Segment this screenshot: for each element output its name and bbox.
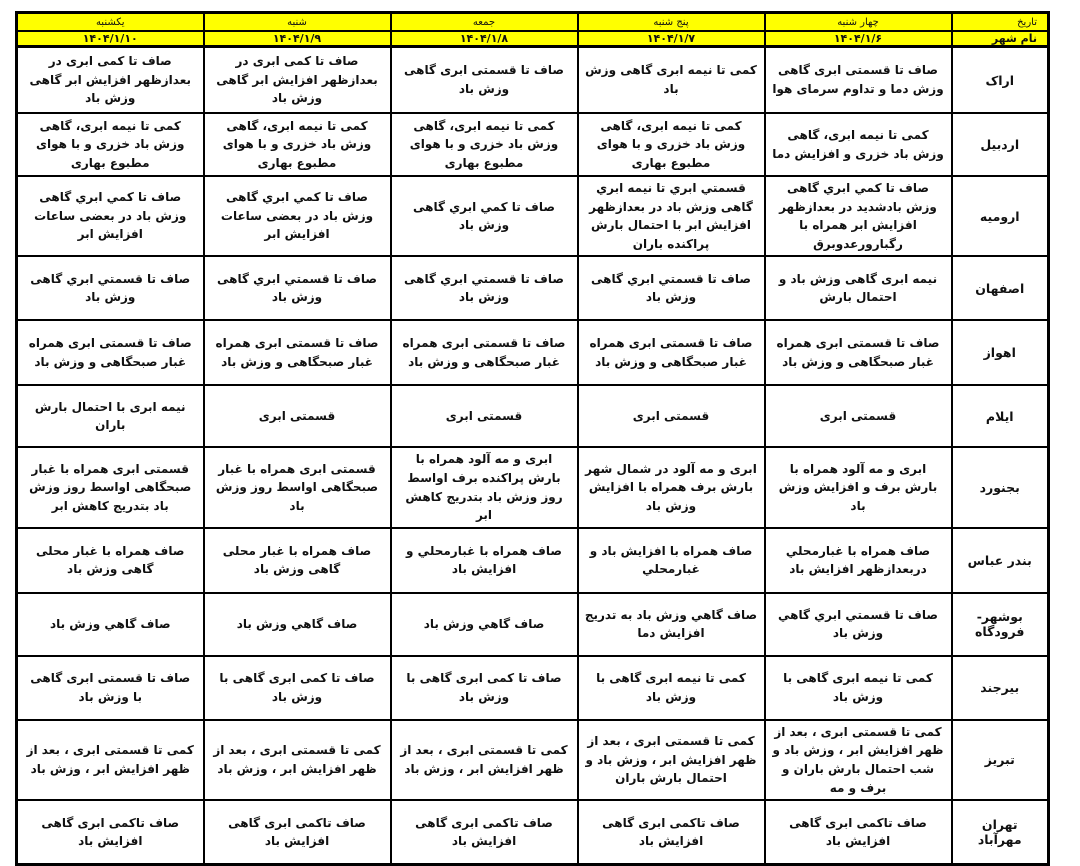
header-weekday: پنج شنبه [578,13,765,32]
forecast-cell: قسمتي ابري تا نیمه ابري گاهی وزش باد در بعدازظهر افزایش ابر با احتمال بارش پراکنده باران [578,176,765,256]
forecast-cell: صاف تا کمي ابري گاهی وزش باد در بعضی ساعات افزایش ابر [204,176,391,256]
forecast-cell: صاف همراه با غبار محلی گاهی وزش باد [17,528,204,593]
forecast-cell: صاف تا قسمتی ابری همراه غبار صبحگاهی و وزش باد [578,320,765,385]
forecast-cell: کمی تا نیمه ابری، گاهی وزش باد خزری و افزایش دما [765,113,952,176]
city-name: بیرجند [952,656,1049,720]
table-row [17,656,1049,720]
city-name: بوشهر- فرودگاه [952,593,1049,656]
forecast-cell: صاف تا کمی ابری گاهی با وزش باد [391,656,578,720]
forecast-cell: صاف تا قسمتی ابری گاهی با وزش باد [17,656,204,720]
header-weekday: چهار شنبه [765,13,952,32]
city-name: اردبیل [952,113,1049,176]
header-date: ۱۴۰۴/۱/۱۰ [17,31,204,47]
forecast-cell: صاف همراه با غبار محلی گاهی وزش باد [204,528,391,593]
table-row [17,176,1049,256]
forecast-cell: صاف همراه با غبارمحلي دربعدازظهر افزایش باد [765,528,952,593]
forecast-cell: قسمتی ابری [204,385,391,447]
table-row [17,447,1049,527]
forecast-cell: صاف تا کمی ابری در بعدازظهر افزایش ابر گاهی وزش باد [204,47,391,114]
header-corner-date-label: تاریخ [952,13,1049,32]
forecast-cell: صاف تا قسمتي ابري گاهی وزش باد [578,256,765,320]
table-row [17,256,1049,320]
forecast-cell: قسمتی ابری همراه با غبار صبحگاهی اواسط روز وزش باد بتدریج کاهش ابر [17,447,204,527]
forecast-cell: قسمتی ابری [578,385,765,447]
forecast-cell: نیمه ابری گاهی وزش باد و احتمال بارش [765,256,952,320]
forecast-cell: صاف گاهي وزش باد [17,593,204,656]
forecast-cell: صاف تا قسمتی ابری همراه غبار صبحگاهی و وزش باد [17,320,204,385]
header-row-date [17,31,1049,47]
forecast-cell: صاف تا قسمتی ابری همراه غبار صبحگاهی و وزش باد [765,320,952,385]
forecast-table [15,11,1050,866]
header-date: ۱۴۰۴/۱/۷ [578,31,765,47]
city-name: بندر عباس [952,528,1049,593]
forecast-cell: کمی تا نیمه ابری، گاهی وزش باد خزری و با هوای مطبوع بهاری [391,113,578,176]
forecast-cell: کمی تا قسمتی ابری ، بعد از ظهر افزایش ابر ، وزش باد [204,720,391,800]
forecast-cell: صاف تا قسمتي ابري گاهی وزش باد [204,256,391,320]
forecast-cell: قسمتی ابری همراه با غبار صبحگاهی اواسط روز وزش باد [204,447,391,527]
forecast-cell: صاف تاکمی ابری گاهی افزایش باد [765,800,952,865]
header-weekday: شنبه [204,13,391,32]
forecast-cell: کمی تا قسمتی ابری ، بعد از ظهر افزایش ابر ، وزش باد و شب احتمال بارش باران و برف و مه [765,720,952,800]
forecast-cell: صاف گاهي وزش باد [204,593,391,656]
forecast-cell: صاف تا کمی ابری در بعدازظهر افزایش ابر گاهی وزش باد [17,47,204,114]
forecast-cell: صاف گاهي وزش باد [391,593,578,656]
forecast-cell: صاف تا کمي ابري گاهی وزش باد در بعضی ساعات افزایش ابر [17,176,204,256]
forecast-cell: قسمتی ابری [391,385,578,447]
forecast-cell: کمی تا قسمتی ابری ، بعد از ظهر افزایش ابر ، وزش باد و احتمال بارش باران [578,720,765,800]
city-name: اراک [952,47,1049,114]
header-date: ۱۴۰۴/۱/۸ [391,31,578,47]
table-row [17,320,1049,385]
forecast-cell: کمی تا نیمه ابری، گاهی وزش باد خزری و با هوای مطبوع بهاری [17,113,204,176]
forecast-cell: کمی تا نیمه ابری، گاهی وزش باد خزری و با هوای مطبوع بهاری [578,113,765,176]
forecast-cell: صاف گاهي وزش باد به تدريج افزايش دما [578,593,765,656]
forecast-cell: صاف تا قسمتی ابری گاهی وزش باد [391,47,578,114]
forecast-cell: صاف تاکمی ابری گاهی افزایش باد [17,800,204,865]
forecast-cell: صاف تا کمی ابری گاهی با وزش باد [204,656,391,720]
city-name: اهواز [952,320,1049,385]
forecast-cell: صاف همراه با غبارمحلي و افزایش باد [391,528,578,593]
forecast-cell: کمی تا نیمه ابری گاهی با وزش باد [578,656,765,720]
forecast-cell: صاف تا قسمتي ابري گاهی وزش باد [391,256,578,320]
forecast-cell: ابری و مه آلود در شمال شهر بارش برف همراه با افزایش وزش باد [578,447,765,527]
forecast-cell: صاف تا کمي ابري گاهی وزش باد [391,176,578,256]
city-name: ارومیه [952,176,1049,256]
header-date: ۱۴۰۴/۱/۶ [765,31,952,47]
forecast-cell: ابری و مه آلود همراه با بارش پراکنده برف اواسط روز وزش باد بتدریج کاهش ابر [391,447,578,527]
table-row [17,720,1049,800]
forecast-cell: صاف تاکمی ابری گاهی افزایش باد [391,800,578,865]
forecast-cell: صاف تا قسمتي ابري گاهی وزش باد [17,256,204,320]
table-row [17,800,1049,865]
forecast-cell: صاف تا قسمتی ابری گاهی وزش دما و تداوم سرمای هوا [765,47,952,114]
city-name: ایلام [952,385,1049,447]
table-row [17,47,1049,114]
header-row-weekday [17,13,1049,32]
forecast-cell: کمی تا نیمه ابری گاهی وزش باد [578,47,765,114]
city-name: بجنورد [952,447,1049,527]
header-weekday: یکشنبه [17,13,204,32]
forecast-cell: کمی تا نیمه ابری، گاهی وزش باد خزری و با هوای مطبوع بهاری [204,113,391,176]
header-weekday: جمعه [391,13,578,32]
forecast-cell: صاف تا قسمتي ابري گاهي وزش باد [765,593,952,656]
forecast-cell: کمی تا نیمه ابری گاهی با وزش باد [765,656,952,720]
forecast-cell: نیمه ابری با احتمال بارش باران [17,385,204,447]
forecast-cell: صاف تاکمی ابری گاهی افزایش باد [578,800,765,865]
table-row [17,593,1049,656]
forecast-cell: صاف تاکمی ابری گاهی افزایش باد [204,800,391,865]
table-row [17,113,1049,176]
table-row [17,528,1049,593]
city-name: تبریز [952,720,1049,800]
forecast-cell: ابری و مه آلود همراه با بارش برف و افزایش وزش باد [765,447,952,527]
forecast-cell: قسمتی ابری [765,385,952,447]
forecast-cell: صاف تا قسمتی ابری همراه غبار صبحگاهی و وزش باد [204,320,391,385]
table-row [17,385,1049,447]
header-corner-city-label: نام شهر [952,31,1049,47]
forecast-cell: صاف تا قسمتی ابری همراه غبار صبحگاهی و وزش باد [391,320,578,385]
forecast-cell: کمی تا قسمتی ابری ، بعد از ظهر افزایش ابر ، وزش باد [391,720,578,800]
city-name: تهران مهرآباد [952,800,1049,865]
forecast-cell: صاف تا کمي ابري گاهی وزش بادشدید در بعدازظهر افزایش ابر همراه با رگبارورعدوبرق [765,176,952,256]
forecast-cell: صاف همراه با افزایش باد و غبارمحلي [578,528,765,593]
city-name: اصفهان [952,256,1049,320]
forecast-cell: کمی تا قسمتی ابری ، بعد از ظهر افزایش ابر ، وزش باد [17,720,204,800]
header-date: ۱۴۰۴/۱/۹ [204,31,391,47]
weather-forecast-sheet [15,11,1050,866]
